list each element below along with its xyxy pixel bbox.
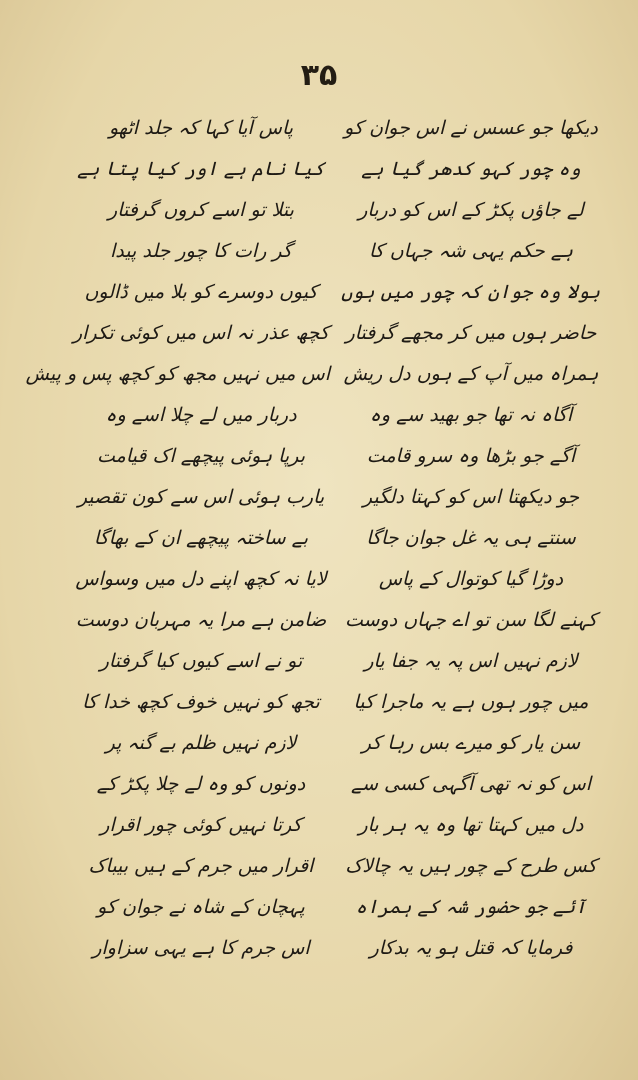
verse-line: حاضر ہوں میں کر مجھے گرفتار <box>345 322 597 344</box>
verse-line: لے جاؤں پکڑ کے اس کو دربار <box>358 199 584 221</box>
verse-line: لازم نہیں اس پہ یہ جفا یار <box>364 650 578 672</box>
verse-line: دل میں کہتا تھا وہ یہ ہر بار <box>358 814 584 836</box>
verse-line: کیوں دوسرے کو بلا میں ڈالوں <box>84 281 318 303</box>
verse-line: دوڑا گیا کوتوال کے پاس <box>378 568 564 590</box>
verse-line: اس جرم کا ہے یہی سزاوار <box>92 937 310 959</box>
verse-line: دیکھا جو عسس نے اس جوان کو <box>344 117 598 139</box>
verse-line: اقرار میں جرم کے ہیں بیباک <box>88 855 314 877</box>
verse-line: لایا نہ کچھ اپنے دل میں وسواس <box>75 568 327 590</box>
right-verse-column <box>342 108 600 969</box>
verse-line: بولا وہ جوان کہ چور میں ہوں <box>341 281 600 303</box>
verse-line: اس میں نہیں مجھ کو کچھ پس و پیش <box>25 363 330 385</box>
verse-line: آگے جو بڑھا وہ سرو قامت <box>366 445 576 467</box>
verse-line: بتلا تو اسے کروں گرفتار <box>108 199 294 221</box>
verse-line: ہمراہ میں آپ کے ہوں دل ریش <box>343 363 599 385</box>
verse-line: آئے جو حضور شہ کے ہمراہ <box>355 896 587 918</box>
verse-line: تجھ کو نہیں خوف کچھ خدا کا <box>82 691 320 713</box>
verse-line: کیا نام ہے اور کیا پتا ہے <box>77 158 325 180</box>
verse-line: جو دیکھتا اس کو کہتا دلگیر <box>362 486 580 508</box>
verse-line: فرمایا کہ قتل ہو یہ بدکار <box>369 937 573 959</box>
verse-line: برپا ہوئی پیچھے اک قیامت <box>97 445 305 467</box>
verse-line: تو نے اسے کیوں کیا گرفتار <box>99 650 303 672</box>
verse-line: ہے حکم یہی شہ جہاں کا <box>368 240 574 262</box>
verse-line: پہچان کے شاہ نے جوان کو <box>97 896 305 918</box>
page-number: ۳۵ <box>300 58 338 93</box>
verse-line: پاس آیا کہا کہ جلد اٹھو <box>108 117 294 139</box>
verse-line: کہنے لگا سن تو اے جہاں دوست <box>344 609 598 631</box>
verse-line: سن یار کو میرے بس رہا کر <box>361 732 581 754</box>
verse-line: وہ چور کہو کدھر گیا ہے <box>361 158 581 180</box>
verse-line: آگاہ نہ تھا جو بھید سے وہ <box>369 404 573 426</box>
verse-line: لازم نہیں ظلم بے گنہ پر <box>105 732 297 754</box>
verse-line: دربار میں لے چلا اسے وہ <box>105 404 297 426</box>
verse-line: ضامن ہے مرا یہ مہربان دوست <box>75 609 327 631</box>
verse-line: میں چور ہوں ہے یہ ماجرا کیا <box>353 691 589 713</box>
verse-line: کرتا نہیں کوئی چور اقرار <box>100 814 302 836</box>
verse-line: دونوں کو وہ لے چلا پکڑ کے <box>96 773 306 795</box>
verse-line: یارب ہوئی اس سے کون تقصیر <box>77 486 325 508</box>
verse-line: سنتے ہی یہ غل جوان جاگا <box>366 527 576 549</box>
left-verse-column <box>25 108 330 969</box>
verse-line: بے ساختہ پیچھے ان کے بھاگا <box>93 527 309 549</box>
verse-line: کس طرح کے چور ہیں یہ چالاک <box>345 855 597 877</box>
verse-line: گر رات کا چور جلد پیدا <box>110 240 292 262</box>
verse-line: کچھ عذر نہ اس میں کوئی تکرار <box>72 322 329 344</box>
verse-line: اس کو نہ تھی آگہی کسی سے <box>350 773 592 795</box>
